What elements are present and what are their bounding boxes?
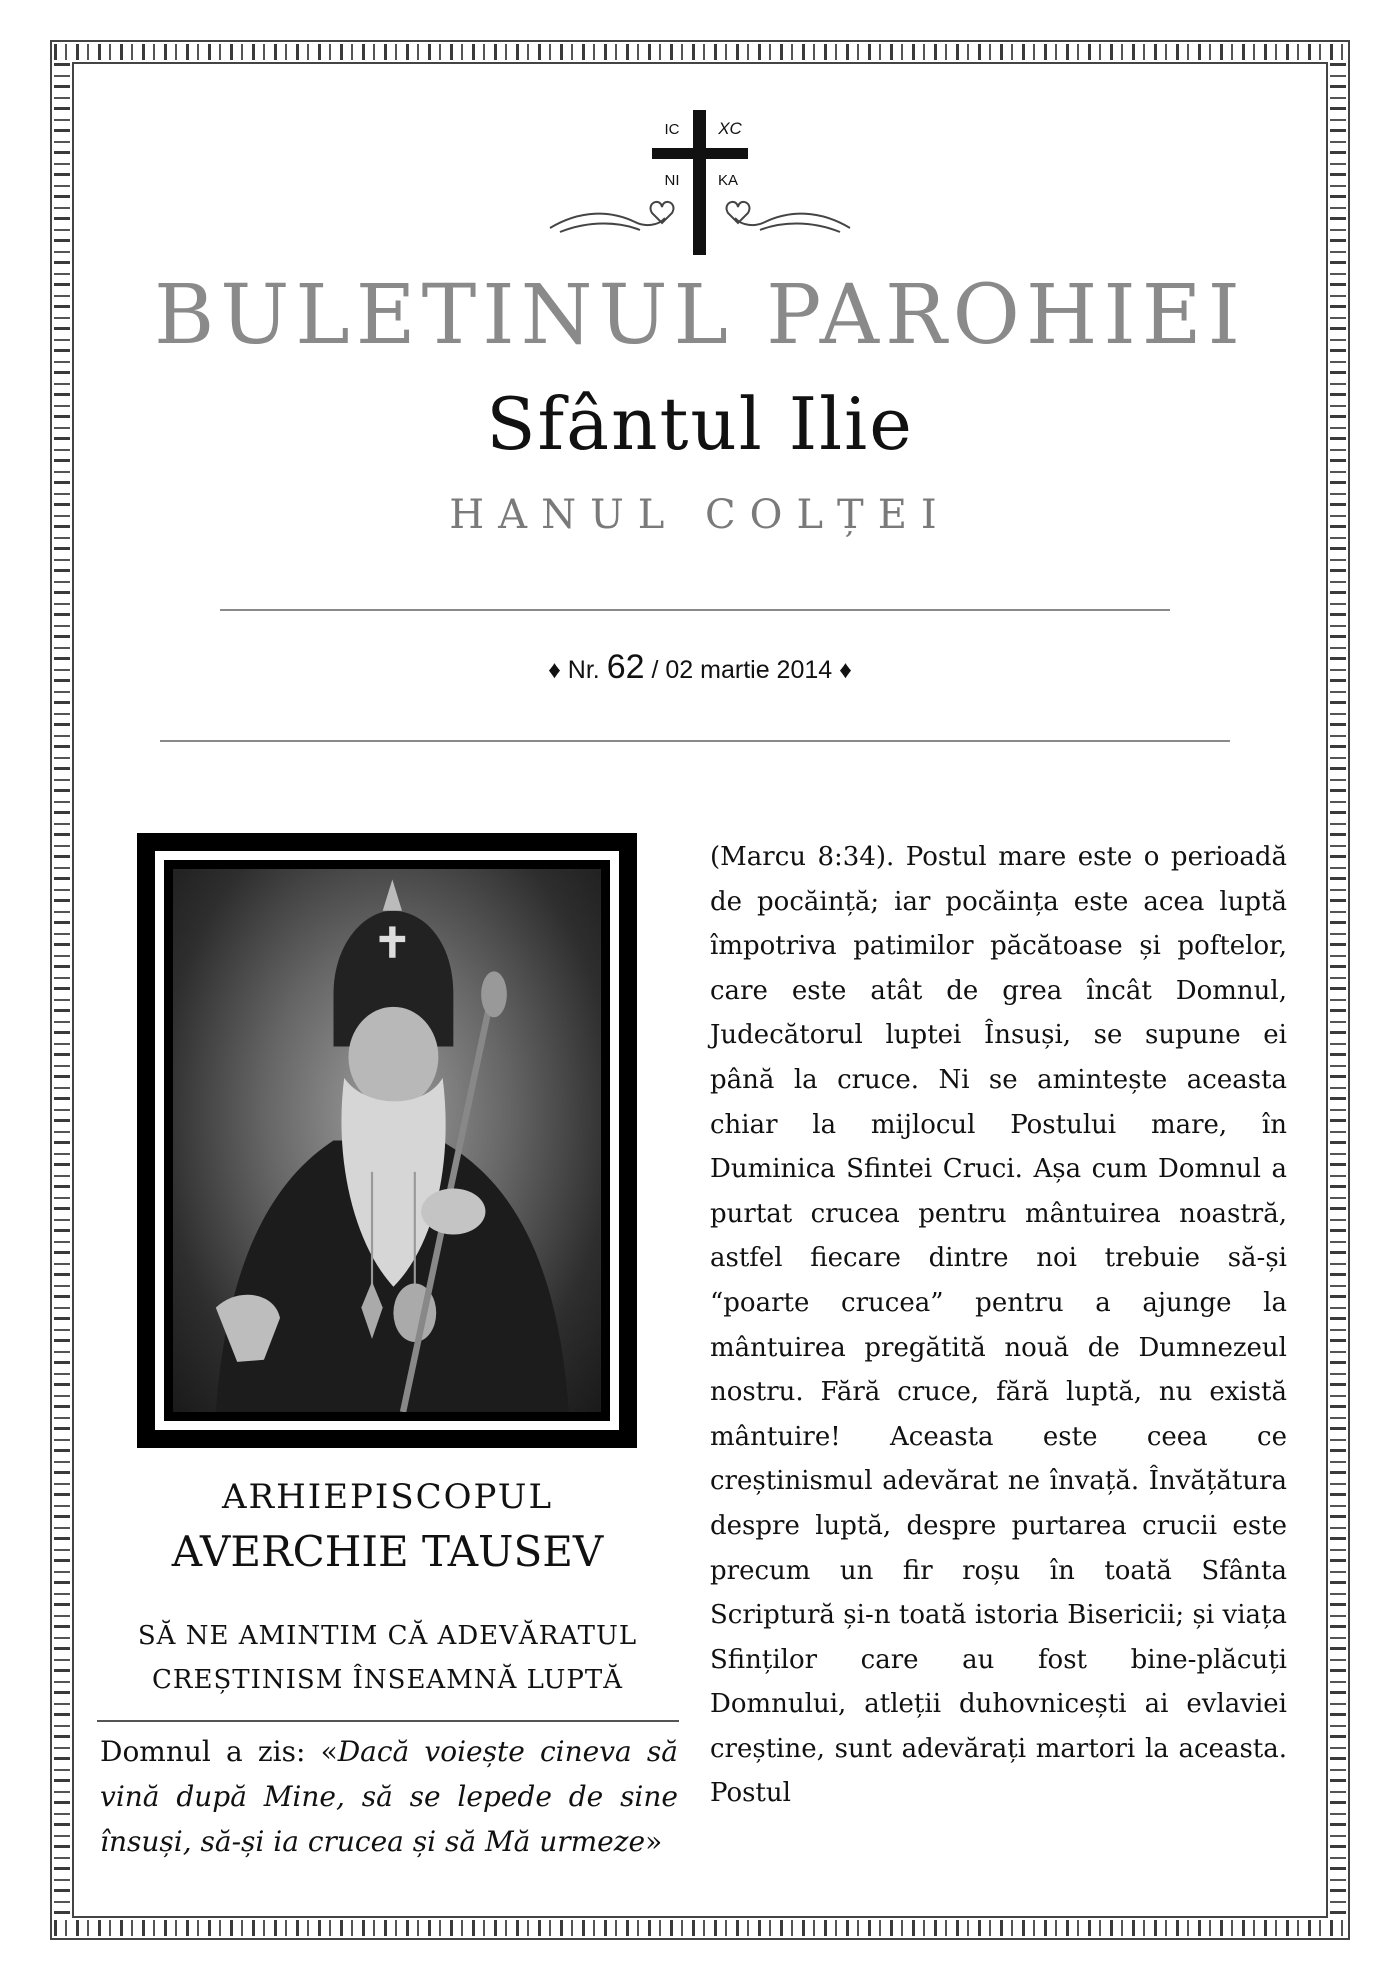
parish-name: Sfântul Ilie (486, 382, 914, 466)
quote-text: Dacă voiește cineva să vină după Mine, să se lepede de sine însuși, să-și ia crucea și să Mă urmeze (100, 1735, 678, 1858)
parish-location: HANUL COLȚEI (449, 492, 951, 538)
quote-divider (97, 1720, 679, 1722)
issue-date: / 02 martie 2014 ♦ (651, 656, 852, 684)
issue-prefix: ♦ Nr. (548, 656, 600, 684)
bulletin-title: BULETINUL PAROHIEI (153, 268, 1247, 363)
divider-top (220, 609, 1170, 611)
portrait-mat (155, 851, 619, 1430)
issue-line (0, 648, 1400, 687)
cross-vertical-bar (693, 110, 706, 255)
author-name: AVERCHIE TAUSEV (171, 1527, 604, 1576)
cross-letter-ni: NI (664, 172, 680, 189)
author-role: ARHIEPISCOPUL (221, 1477, 554, 1517)
archbishop-portrait (137, 833, 637, 1448)
article-body: (Marcu 8:34). Postul mare este o perioadă de pocăință; iar pocăința este acea luptă împotriva patimilor păcătoase și poftelor, care este atât de grea încât Domnul, Judecătorul luptei Însuși, se supune ei până la cruce. Ni se amintește aceasta chiar la mijlocul Postului mare, în Duminica Sfintei Cruci. Așa cum Domnul a purtat crucea pentru mântuirea noastră, astfel fiecare dintre noi trebuie să-și “poarte crucea” pentru a ajunge la mântuirea pregătită nouă de Dumnezeul nostru. Fără cruce, fără luptă, nu există mântuire! Aceasta este ceea ce creștinismul adevărat ne învață. Învățătura despre luptă, despre purtarea crucii este precum un fir roșu în toată Sfânta Scriptură și-n toată istoria Bisericii; și viața Sfinților care au fost bine-plăcuți Domnului, atleții duhovnicești ai evlaviei creștine, sunt adevărați martori la aceasta. Postul (710, 842, 1287, 1809)
quote-lead: Domnul a zis: « (100, 1735, 338, 1768)
cross-horizontal-bar (652, 148, 748, 159)
cross-letter-xc: XC (718, 119, 742, 138)
quote-close: » (645, 1825, 663, 1858)
portrait-photo (173, 869, 601, 1412)
cross-letter-ka: KA (717, 172, 739, 189)
issue-number: 62 (606, 648, 645, 686)
article-subtitle: SĂ NE AMINTIM CĂ ADEVĂRATUL CREȘTINISM ÎNSEAMNĂ LUPTĂ (137, 1621, 638, 1695)
divider-bottom (160, 740, 1230, 742)
scripture-quote (100, 1729, 678, 1864)
cross-letter-ic: IC (664, 121, 680, 138)
orthodox-cross-emblem (540, 110, 860, 260)
